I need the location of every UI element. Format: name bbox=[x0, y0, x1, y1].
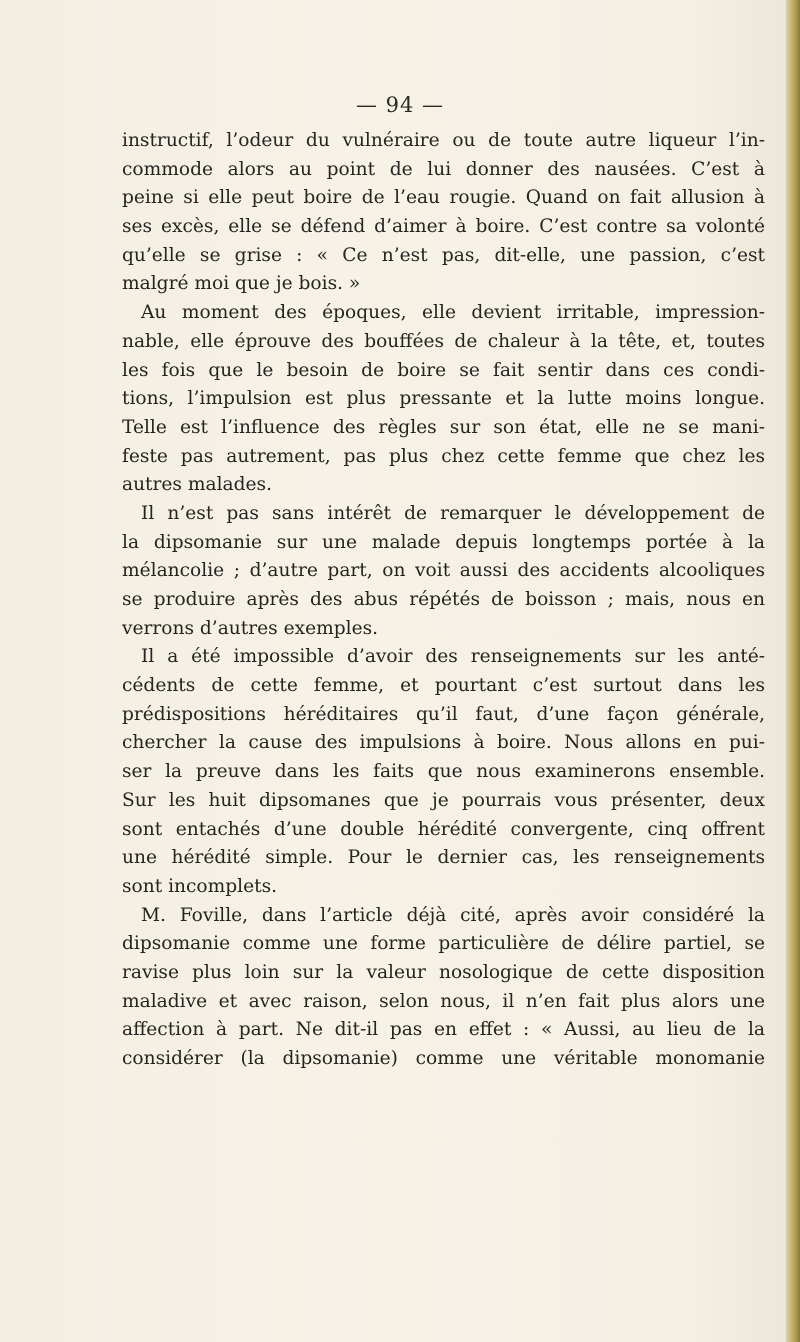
text-line: ravise plus loin sur la valeur nosologique de cette disposition bbox=[122, 961, 765, 983]
text-line: Il n’est pas sans intérêt de remarquer le développement de bbox=[141, 502, 765, 524]
text-line: verrons d’autres exemples. bbox=[122, 617, 379, 639]
text-line: maladive et avec raison, selon nous, il n’en fait plus alors une bbox=[122, 990, 765, 1012]
text-line: ses excès, elle se défend d’aimer à boire. C’est contre sa volonté bbox=[122, 216, 765, 238]
text-line: dipsomanie comme une forme particulière de délire partiel, se bbox=[122, 933, 765, 955]
text-line: se produire après des abus répétés de boisson ; mais, nous en bbox=[122, 589, 765, 610]
text-line: affection à part. Ne dit-il pas en effet : « Aussi, au lieu de la bbox=[122, 1019, 765, 1041]
text-line: Sur les huit dipsomanes que je pourrais vous présenter, deux bbox=[122, 789, 765, 811]
text-line: cédents de cette femme, et pourtant c’est surtout dans les bbox=[122, 675, 765, 697]
text-line: prédispositions héréditaires qu’il faut, d’une façon générale, bbox=[122, 703, 765, 725]
text-line: mélancolie ; d’autre part, on voit aussi des accidents alcooliques bbox=[122, 560, 765, 582]
page-number: — 94 — bbox=[355, 93, 445, 117]
text-line: M. Foville, dans l’article déjà cité, après avoir considéré la bbox=[141, 904, 765, 926]
text-line: ser la preuve dans les faits que nous examinerons ensemble. bbox=[122, 761, 765, 783]
text-line: Telle est l’influence des règles sur son état, elle ne se mani- bbox=[122, 416, 765, 438]
text-line: sont incomplets. bbox=[122, 875, 278, 897]
text-line: nable, elle éprouve des bouffées de chaleur à la tête, et, toutes bbox=[122, 330, 765, 352]
body-text bbox=[122, 127, 765, 1074]
page-edge bbox=[786, 0, 800, 1342]
text-line: Au moment des époques, elle devient irritable, impression- bbox=[141, 302, 765, 324]
text-line: Il a été impossible d’avoir des renseignements sur les anté- bbox=[141, 646, 765, 668]
text-line: chercher la cause des impulsions à boire. Nous allons en pui- bbox=[122, 732, 765, 754]
text-line: malgré moi que je bois. » bbox=[122, 273, 361, 295]
text-line: considérer (la dipsomanie) comme une véritable monomanie bbox=[122, 1048, 765, 1069]
text-line: qu’elle se grise : « Ce n’est pas, dit-elle, une passion, c’est bbox=[122, 244, 765, 266]
text-line: autres malades. bbox=[122, 474, 272, 496]
text-line: sont entachés d’une double hérédité convergente, cinq offrent bbox=[122, 818, 765, 840]
text-line: tions, l’impulsion est plus pressante et la lutte moins longue. bbox=[122, 388, 765, 410]
text-line: les fois que le besoin de boire se fait sentir dans ces condi- bbox=[122, 359, 765, 381]
text-line: commode alors au point de lui donner des nausées. C’est à bbox=[122, 158, 765, 180]
text-line: une hérédité simple. Pour le dernier cas, les renseignements bbox=[122, 847, 765, 869]
text-line: instructif, l’odeur du vulnéraire ou de toute autre liqueur l’in- bbox=[122, 130, 765, 151]
text-line: peine si elle peut boire de l’eau rougie. Quand on fait allusion à bbox=[122, 187, 765, 209]
text-line: feste pas autrement, pas plus chez cette femme que chez les bbox=[122, 445, 765, 467]
text-line: la dipsomanie sur une malade depuis longtemps portée à la bbox=[122, 531, 765, 553]
